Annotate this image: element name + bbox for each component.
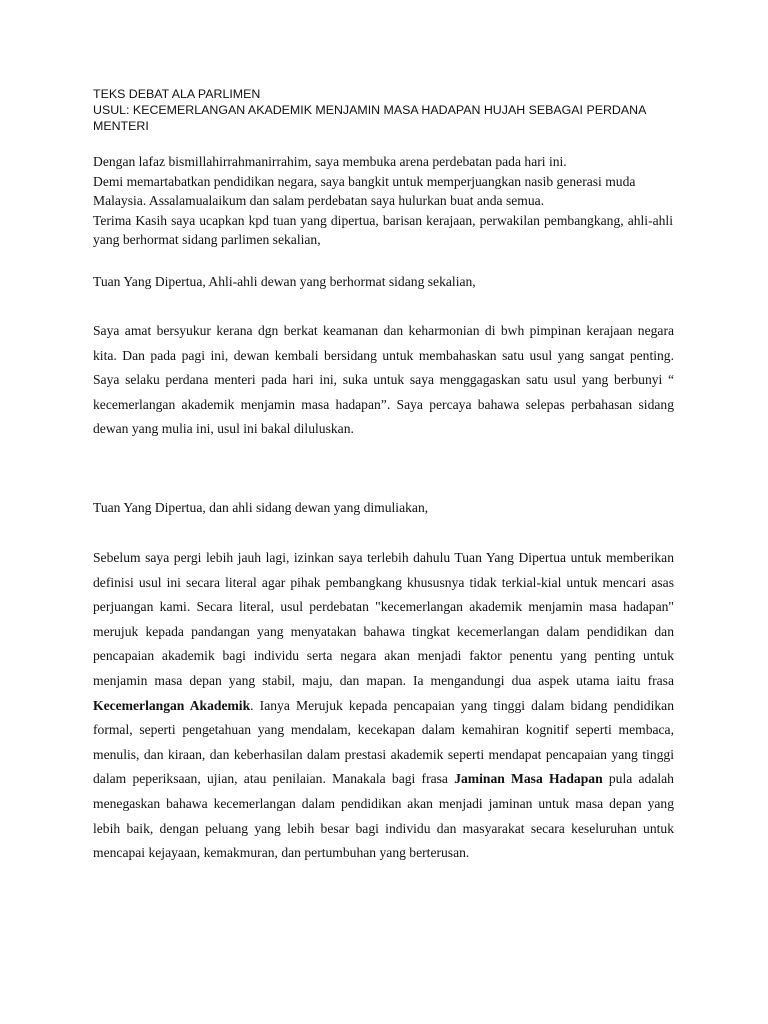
paragraph-2-part-3: pula adalah menegaskan bahawa kecemerlangan dalam pendidikan akan menjadi jaminan untuk masa depan yang lebih baik, dengan peluang yang lebih besar bagi individu dan masyarakat secara keseluruhan untuk mencapai kejayaan, kemakmuran, dan pertumbuhan yang berterusan. xyxy=(93,771,674,861)
paragraph-1: Saya amat bersyukur kerana dgn berkat keamanan dan keharmonian di bwh pimpinan kerajaan negara kita. Dan pada pagi ini, dewan kembali bersidang untuk membahaskan satu usul yang sangat penting. Saya selaku perdana menteri pada hari ini, suka untuk saya menggagaskan satu usul yang berbunyi “ kecemerlangan akademik menjamin masa hadapan”. Saya percaya bahawa selepas perbahasan sidang dewan yang mulia ini, usul ini bakal diluluskan. xyxy=(93,323,674,437)
motion-title: USUL: KECEMERLANGAN AKADEMIK MENJAMIN MASA HADAPAN HUJAH SEBAGAI PERDANA MENTERI xyxy=(93,103,646,133)
paragraph-2 xyxy=(93,546,674,866)
document-title: TEKS DEBAT ALA PARLIMEN xyxy=(93,87,261,101)
intro-line-thanks: Terima Kasih saya ucapkan kpd tuan yang dipertua, barisan kerajaan, perwakilan pembangkang, ahli-ahli yang berhormat sidang parlimen sekalian, xyxy=(93,212,673,247)
intro-line-opening: Dengan lafaz bismillahirrahmanirrahim, saya membuka arena perdebatan pada hari ini. xyxy=(93,154,567,169)
paragraph-2-part-2: . Ianya Merujuk kepada pencapaian yang tinggi dalam bidang pendidikan formal, seperti pengetahuan yang mendalam, kecekapan dalam kemahiran kognitif seperti membaca, menulis, dan kiraan, dan keberhasilan dalam prestasi akademik seperti mendapat pencapaian yang tinggi dalam peperiksaan, ujian, atau penilaian. Manakala bagi frasa xyxy=(93,697,674,787)
salutation-1: Tuan Yang Dipertua, Ahli-ahli dewan yang berhormat sidang sekalian, xyxy=(93,274,476,289)
intro-line-greeting: Demi memartabatkan pendidikan negara, saya bangkit untuk memperjuangkan nasib generasi muda Malaysia. Assalamualaikum dan salam perdebatan saya hulurkan buat anda semua. xyxy=(93,173,636,208)
paragraph-2-part-1: Sebelum saya pergi lebih jauh lagi, izinkan saya terlebih dahulu Tuan Yang Dipertua untuk memberikan definisi usul ini secara literal agar pihak pembangkang khususnya tidak terkial-kial untuk mencari asas perjuangan kami. Secara literal, usul perdebatan "kecemerlangan akademik menjamin masa hadapan" merujuk kepada pandangan yang menyatakan bahawa tingkat kecemerlangan dalam pendidikan dan pencapaian akademik bagi individu serta negara akan menjadi faktor penentu yang penting untuk menjamin masa depan yang stabil, maju, dan mapan. Ia mengandungi dua aspek utama iaitu frasa xyxy=(93,550,674,688)
salutation-2: Tuan Yang Dipertua, dan ahli sidang dewan yang dimuliakan, xyxy=(93,500,429,515)
term-jaminan-masa-hadapan: Jaminan Masa Hadapan xyxy=(454,771,603,787)
intro-block xyxy=(93,152,673,250)
term-kecemerlangan-akademik: Kecemerlangan Akademik xyxy=(93,697,251,713)
